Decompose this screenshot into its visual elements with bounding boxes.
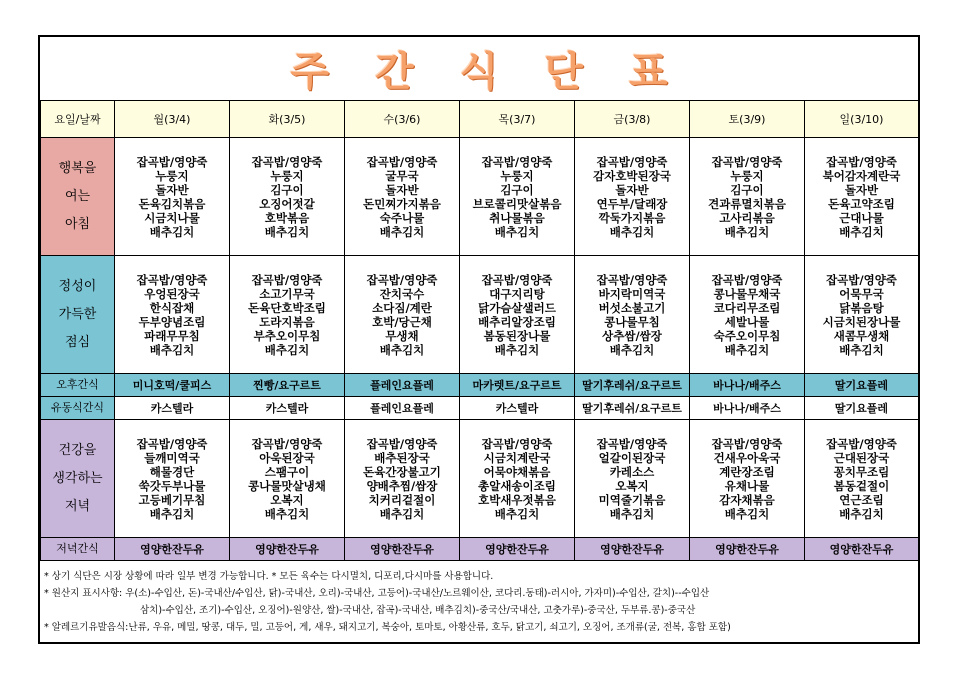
- dinner-menu-thu: [460, 420, 575, 538]
- menu-item: 어묵무국: [839, 286, 884, 301]
- menu-item: 김구이: [730, 182, 764, 197]
- menu-item: 잡곡밥/영양죽: [366, 154, 438, 169]
- menu-item: 두부양념조림: [138, 314, 206, 329]
- menu-item: 잡곡밥/영양죽: [251, 436, 323, 451]
- menu-item: 브로콜리맛살볶음: [472, 196, 562, 211]
- menu-item: 깍둑가지볶음: [598, 210, 666, 225]
- day-header-mon: 월(3/4): [115, 101, 230, 138]
- lunch-label-line: 정성이: [58, 278, 97, 294]
- evening-snack-label: 저녁간식: [41, 538, 115, 561]
- menu-item: 김구이: [500, 182, 534, 197]
- ev-snack-sat: 영양한잔두유: [690, 538, 805, 561]
- note-line: * 알레르기유발음식:난류, 우유, 메밀, 땅콩, 대두, 밀, 고등어, 게, 새우, 돼지고기, 복숭아, 토마토, 아황산류, 호두, 닭고기, 쇠고기, 오징어, 조개류(굴, 전복, 홍합 포함): [44, 622, 731, 633]
- menu-item: 오징어젓갈: [259, 196, 315, 211]
- breakfast-label: [41, 138, 115, 256]
- menu-item: 잡곡밥/영양죽: [481, 272, 553, 287]
- menu-item: 연근조림: [839, 492, 884, 507]
- menu-item: 해물경단: [149, 464, 195, 479]
- menu-item: 숙주오이무침: [713, 328, 781, 343]
- day-header-wed: 수(3/6): [345, 101, 460, 138]
- ev-snack-wed: 영양한잔두유: [345, 538, 460, 561]
- menu-item: 누룽지: [730, 168, 764, 183]
- menu-item: 콩나물무침: [604, 314, 660, 329]
- menu-item: 배추김치: [609, 342, 655, 357]
- menu-item: 배추김치: [379, 506, 425, 521]
- menu-item: 배추김치: [724, 506, 770, 521]
- fluid-snack-fri: 딸기후레쉬/요구르트: [575, 397, 690, 420]
- dinner-label-line: 건강을: [58, 442, 97, 458]
- ev-snack-fri: 영양한잔두유: [575, 538, 690, 561]
- header-row: [41, 101, 919, 138]
- menu-item: 콩나물맛살냉채: [248, 478, 326, 493]
- menu-item: 배추김치: [609, 506, 655, 521]
- menu-item: 미역줄기볶음: [598, 492, 666, 507]
- dinner-row: [41, 420, 919, 538]
- ev-snack-sun: 영양한잔두유: [805, 538, 919, 561]
- lunch-menu-thu: [460, 256, 575, 374]
- menu-item: 잡곡밥/영양죽: [136, 272, 208, 287]
- evening-snack-row: [41, 538, 919, 561]
- menu-item: 배추김치: [264, 342, 310, 357]
- menu-item: 배추김치: [264, 224, 310, 239]
- menu-item: 배추김치: [724, 342, 770, 357]
- menu-item: 돈민찌가지볶음: [363, 196, 441, 211]
- menu-item: 계란장조림: [719, 464, 775, 479]
- menu-item: 잡곡밥/영양죽: [826, 436, 897, 451]
- menu-item: 잡곡밥/영양죽: [826, 272, 897, 287]
- menu-item: 호박볶음: [264, 210, 310, 225]
- menu-item: 배추김치: [149, 506, 195, 521]
- menu-item: 돈육간장불고기: [363, 464, 441, 479]
- fluid-snack-sun: 딸기요플레: [805, 397, 919, 420]
- menu-item: 돈육단호박조림: [248, 300, 326, 315]
- day-header-tue: 화(3/5): [230, 101, 345, 138]
- menu-item: 봄동겉절이: [833, 478, 890, 493]
- menu-item: 배추김치: [379, 342, 425, 357]
- dinner-menu-sun: [805, 420, 919, 538]
- lunch-menu-sat: [690, 256, 805, 374]
- day-header-sat: 토(3/9): [690, 101, 805, 138]
- menu-item: 들깨미역국: [144, 450, 200, 465]
- breakfast-label-line: 행복을: [58, 160, 97, 176]
- menu-item: 고등베기무침: [138, 492, 206, 507]
- menu-item: 잡곡밥/영양죽: [251, 154, 323, 169]
- fluid-snack-wed: 플레인요플레: [345, 397, 460, 420]
- menu-item: 돌자반: [844, 182, 879, 197]
- menu-item: 한식잡채: [149, 300, 195, 315]
- dinner-menu-sat: [690, 420, 805, 538]
- breakfast-menu-tue: [230, 138, 345, 256]
- menu-item: 어묵야채볶음: [483, 464, 551, 479]
- menu-item: 배추김치: [494, 342, 540, 357]
- lunch-menu-tue: [230, 256, 345, 374]
- menu-item: 호박/당근채: [372, 314, 432, 329]
- menu-item: 소고기무국: [259, 286, 315, 301]
- pm-snack-mon: 미니호떡/쿨피스: [115, 374, 230, 397]
- menu-item: 잡곡밥/영양죽: [366, 436, 438, 451]
- menu-item: 숙주나물: [379, 210, 425, 225]
- note-line: * 상기 식단은 시장 상황에 따라 일부 변경 가능합니다. * 모든 육수는 다시멸치, 디포리,다시마를 사용합니다.: [44, 571, 494, 582]
- menu-item: 도라지볶음: [259, 314, 315, 329]
- lunch-menu-wed: [345, 256, 460, 374]
- day-header-thu: 목(3/7): [460, 101, 575, 138]
- menu-item: 돌자반: [615, 182, 649, 197]
- menu-item: 얼갈이된장국: [598, 450, 666, 465]
- day-header-sun: 일(3/10): [805, 101, 919, 138]
- menu-item: 잡곡밥/영양죽: [136, 154, 208, 169]
- lunch-menu-fri: [575, 256, 690, 374]
- breakfast-row: [41, 138, 919, 256]
- menu-item: 시금치된장나물: [822, 314, 901, 329]
- menu-item: 치커리겉절이: [368, 492, 436, 507]
- menu-item: 누룽지: [155, 168, 189, 183]
- menu-item: 배추김치: [839, 224, 884, 239]
- corner-header: 요일/날짜: [41, 101, 115, 138]
- pm-snack-sat: 바나나/배주스: [690, 374, 805, 397]
- dinner-menu-mon: [115, 420, 230, 538]
- menu-item: 상추쌈/쌈장: [602, 328, 662, 343]
- dinner-menu-fri: [575, 420, 690, 538]
- fluid-snack-mon: 카스텔라: [115, 397, 230, 420]
- weekly-menu-table: [40, 100, 919, 561]
- breakfast-menu-mon: [115, 138, 230, 256]
- menu-item: 오복지: [615, 478, 649, 493]
- menu-item: 누룽지: [500, 168, 534, 183]
- menu-item: 잡곡밥/영양죽: [596, 154, 668, 169]
- menu-item: 잡곡밥/영양죽: [711, 436, 783, 451]
- menu-item: 잡곡밥/영양죽: [136, 436, 208, 451]
- menu-item: 잡곡밥/영양죽: [711, 272, 783, 287]
- menu-item: 배추김치: [264, 506, 310, 521]
- dinner-label: [41, 420, 115, 538]
- menu-item: 배추김치: [724, 224, 770, 239]
- pm-snack-sun: 딸기요플레: [805, 374, 919, 397]
- menu-item: 세발나물: [724, 314, 770, 329]
- menu-item: 유채나물: [724, 478, 770, 493]
- pm-snack-tue: 찐빵/요구르트: [230, 374, 345, 397]
- menu-item: 잡곡밥/영양죽: [481, 436, 553, 451]
- menu-item: 견과류멸치볶음: [708, 196, 786, 211]
- menu-item: 북어감자계란국: [822, 168, 901, 183]
- menu-item: 배추김치: [839, 342, 884, 357]
- breakfast-label-line: 아침: [64, 216, 91, 232]
- menu-item: 아욱된장국: [259, 450, 315, 465]
- breakfast-label-line: 여는: [64, 188, 91, 204]
- menu-item: 잡곡밥/영양죽: [481, 154, 553, 169]
- menu-item: 잡곡밥/영양죽: [711, 154, 783, 169]
- menu-item: 감자호박된장국: [593, 168, 671, 183]
- ev-snack-tue: 영양한잔두유: [230, 538, 345, 561]
- menu-item: 오복지: [270, 492, 304, 507]
- dinner-menu-tue: [230, 420, 345, 538]
- lunch-label-line: 점심: [64, 334, 91, 350]
- menu-item: 잡곡밥/영양죽: [826, 154, 897, 169]
- menu-item: 잡곡밥/영양죽: [596, 436, 668, 451]
- menu-item: 코다리무조림: [713, 300, 781, 315]
- lunch-menu-mon: [115, 256, 230, 374]
- notes-section: [40, 568, 918, 642]
- menu-item: 버섯소불고기: [598, 300, 666, 315]
- menu-item: 양배추찜/쌈장: [366, 478, 438, 493]
- ev-snack-thu: 영양한잔두유: [460, 538, 575, 561]
- menu-item: 배추리알장조림: [478, 314, 556, 329]
- dinner-label-line: 저녁: [64, 498, 91, 514]
- pm-snack-label: 오후간식: [41, 374, 115, 397]
- menu-item: 총알새송이조림: [478, 478, 556, 493]
- menu-item: 감자채볶음: [719, 492, 775, 507]
- menu-item: 배추김치: [379, 224, 425, 239]
- note-line: * 원산지 표시사항: 우(소)-수입산, 돈)-국내산/수입산, 닭)-국내산, 오리)-국내산, 고등어)-국내산/노르웨이산, 코다리.동태)-러시아, 가자미)-수입산, 갈치)--수입산: [44, 588, 710, 599]
- menu-item: 바지락미역국: [598, 286, 666, 301]
- menu-item: 돈육고약조림: [828, 196, 895, 211]
- menu-item: 누룽지: [270, 168, 304, 183]
- menu-item: 부추오이무침: [253, 328, 321, 343]
- menu-item: 콩나물무채국: [713, 286, 781, 301]
- menu-item: 잡곡밥/영양죽: [596, 272, 668, 287]
- menu-item: 닭가슴살샐러드: [478, 300, 556, 315]
- pm-snack-wed: 플레인요플레: [345, 374, 460, 397]
- note-line: 삼치)-수입산, 조기)-수입산, 오징어)-원양산, 쌀)-국내산, 잡곡)-국내산, 배추김치)-중국산/국내산, 고춧가루)-중국산, 두부류.콩)-중국산: [140, 605, 696, 616]
- breakfast-menu-sat: [690, 138, 805, 256]
- menu-item: 배추김치: [494, 224, 540, 239]
- page-title-box: [40, 37, 918, 102]
- pm-snack-row: [41, 374, 919, 397]
- menu-item: 카레소스: [609, 464, 655, 479]
- menu-item: 배추김치: [149, 342, 195, 357]
- menu-sheet: [38, 35, 920, 644]
- menu-item: 취나물볶음: [489, 210, 545, 225]
- menu-item: 시금치계란국: [483, 450, 551, 465]
- menu-item: 배추된장국: [374, 450, 430, 465]
- menu-item: 시금치나물: [144, 210, 200, 225]
- menu-item: 꽁치무조림: [833, 464, 890, 479]
- fluid-snack-row: [41, 397, 919, 420]
- menu-item: 닭볶음탕: [839, 300, 884, 315]
- pm-snack-fri: 딸기후레쉬/요구르트: [575, 374, 690, 397]
- menu-item: 돌자반: [155, 182, 189, 197]
- menu-item: 돌자반: [385, 182, 419, 197]
- dinner-label-line: 생각하는: [52, 470, 103, 486]
- menu-item: 연두부/달래장: [596, 196, 668, 211]
- menu-item: 돈육김치볶음: [138, 196, 206, 211]
- menu-item: 대구지리탕: [489, 286, 545, 301]
- menu-item: 호박새우젓볶음: [478, 492, 556, 507]
- menu-item: 근대된장국: [833, 450, 890, 465]
- menu-item: 건새우아욱국: [713, 450, 781, 465]
- breakfast-menu-thu: [460, 138, 575, 256]
- menu-item: 파래무무침: [144, 328, 200, 343]
- menu-item: 배추김치: [609, 224, 655, 239]
- menu-item: 무생채: [385, 328, 419, 343]
- fluid-snack-sat: 바나나/배주스: [690, 397, 805, 420]
- menu-item: 잔치국수: [379, 286, 425, 301]
- menu-item: 잡곡밥/영양죽: [366, 272, 438, 287]
- menu-item: 고사리볶음: [719, 210, 775, 225]
- pm-snack-thu: 마카렛트/요구르트: [460, 374, 575, 397]
- menu-item: 김구이: [270, 182, 304, 197]
- lunch-menu-sun: [805, 256, 919, 374]
- menu-item: 봄동된장나물: [483, 328, 551, 343]
- menu-item: 우엉된장국: [144, 286, 200, 301]
- menu-item: 스팸구이: [264, 464, 310, 479]
- menu-item: 쑥갓두부나물: [138, 478, 206, 493]
- menu-item: 배추김치: [494, 506, 540, 521]
- lunch-row: [41, 256, 919, 374]
- lunch-label-line: 가득한: [58, 306, 97, 322]
- menu-item: 배추김치: [839, 506, 884, 521]
- ev-snack-mon: 영양한잔두유: [115, 538, 230, 561]
- menu-item: 잡곡밥/영양죽: [251, 272, 323, 287]
- fluid-snack-tue: 카스텔라: [230, 397, 345, 420]
- fluid-snack-thu: 카스텔라: [460, 397, 575, 420]
- day-header-fri: 금(3/8): [575, 101, 690, 138]
- fluid-snack-label: 유동식간식: [41, 397, 115, 420]
- breakfast-menu-sun: [805, 138, 919, 256]
- menu-item: 소다짐/계란: [372, 300, 432, 315]
- page-title: 주간식단표: [290, 49, 714, 95]
- menu-item: 굴무국: [385, 168, 419, 183]
- dinner-menu-wed: [345, 420, 460, 538]
- menu-item: 새콤무생채: [833, 328, 890, 343]
- breakfast-menu-wed: [345, 138, 460, 256]
- lunch-label: [41, 256, 115, 374]
- menu-item: 배추김치: [149, 224, 195, 239]
- menu-item: 근대나물: [839, 210, 884, 225]
- breakfast-menu-fri: [575, 138, 690, 256]
